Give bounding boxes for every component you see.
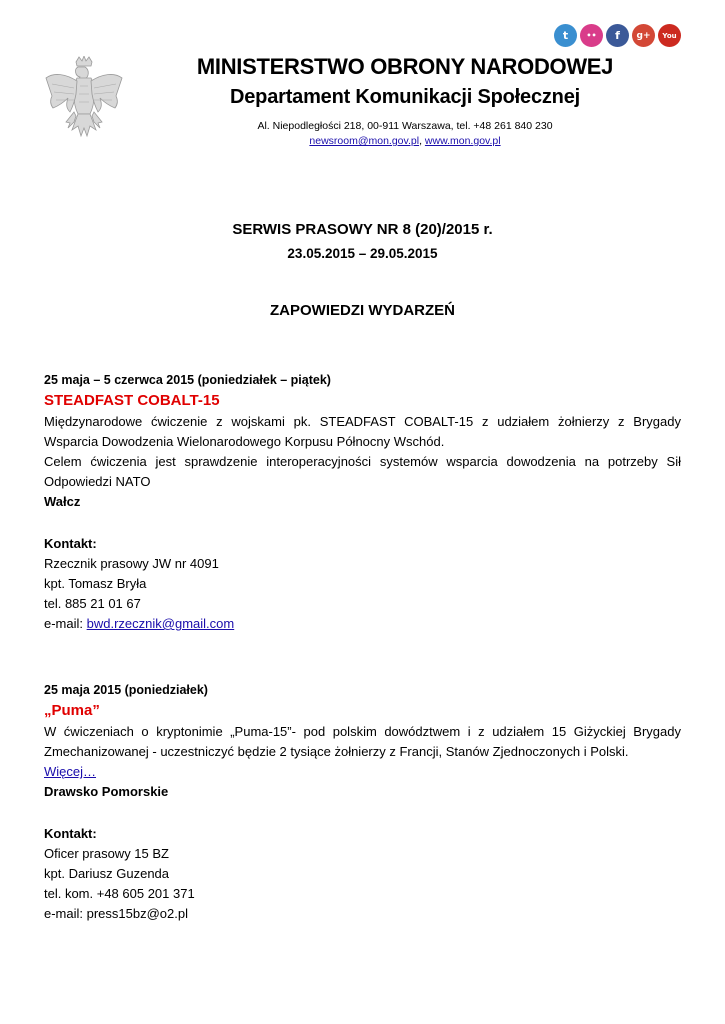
contact-email: e-mail: press15bz@o2.pl xyxy=(44,906,188,921)
contact-email-link[interactable]: bwd.rzecznik@gmail.com xyxy=(86,616,235,631)
contact-person: kpt. Tomasz Bryła xyxy=(44,576,147,591)
address-line: Al. Niepodległości 218, 00-911 Warszawa, tel. +48 261 840 230 xyxy=(257,120,553,132)
googleplus-icon[interactable]: g+ xyxy=(632,24,655,47)
event-description: W ćwiczeniach o kryptonimie „Puma-15”- pod polskim dowództwem i z udziałem 15 Giżyckiej Brygady Zmechanizowanej - uczestniczyć będzie 2 tysiące żołnierzy z Francji, Stanów Zjednoczonych i Polski. xyxy=(44,724,681,759)
newsroom-email-link[interactable]: newsroom@mon.gov.pl xyxy=(309,135,420,147)
event-description-goal: Celem ćwiczenia jest sprawdzenie interoperacyjności systemów wsparcia dowodzenia na potrzeby Sił Odpowiedzi NATO xyxy=(44,454,681,489)
event-steadfast-cobalt xyxy=(44,370,681,634)
event-place: Drawsko Pomorskie xyxy=(44,784,169,799)
serwis-dates: 23.05.2015 – 29.05.2015 xyxy=(287,246,438,261)
event-name: STEADFAST COBALT-15 xyxy=(44,392,220,409)
website-link[interactable]: www.mon.gov.pl xyxy=(424,135,501,147)
serwis-title: SERWIS PRASOWY NR 8 (20)/2015 r. xyxy=(232,221,493,238)
eagle-emblem-icon xyxy=(44,56,124,142)
contact-phone: tel. kom. +48 605 201 371 xyxy=(44,886,195,901)
event-name: „Puma” xyxy=(44,702,100,719)
contact-email xyxy=(44,614,681,634)
more-link[interactable]: Więcej… xyxy=(44,764,97,779)
event-place: Wałcz xyxy=(44,494,81,509)
youtube-icon[interactable]: You xyxy=(658,24,681,47)
department-subtitle: Departament Komunikacji Społecznej xyxy=(230,86,580,108)
link-separator: , xyxy=(419,135,425,147)
section-title: ZAPOWIEDZI WYDARZEŃ xyxy=(270,302,455,319)
contact-person: kpt. Dariusz Guzenda xyxy=(44,866,170,881)
ministry-title: MINISTERSTWO OBRONY NARODOWEJ xyxy=(196,54,614,79)
social-icons xyxy=(554,24,681,47)
event-description: Międzynarodowe ćwiczenie z wojskami pk. STEADFAST COBALT-15 z udziałem żołnierzy z Brygady Wsparcia Dowodzenia Wielonarodowego Korpusu Północny Wschód. xyxy=(44,414,681,449)
contact-links xyxy=(150,135,660,147)
flickr-icon[interactable]: •• xyxy=(580,24,603,47)
contact-phone: tel. 885 21 01 67 xyxy=(44,596,141,611)
contact-email-label: e-mail: xyxy=(44,616,87,631)
facebook-icon[interactable]: f xyxy=(606,24,629,47)
contact-org: Oficer prasowy 15 BZ xyxy=(44,846,169,861)
contact-org: Rzecznik prasowy JW nr 4091 xyxy=(44,556,219,571)
twitter-icon[interactable]: t xyxy=(554,24,577,47)
event-puma xyxy=(44,680,681,924)
event-date: 25 maja 2015 (poniedziałek) xyxy=(44,683,208,697)
contact-label: Kontakt: xyxy=(44,826,97,841)
event-date: 25 maja – 5 czerwca 2015 (poniedziałek – piątek) xyxy=(44,373,331,387)
contact-label: Kontakt: xyxy=(44,536,97,551)
